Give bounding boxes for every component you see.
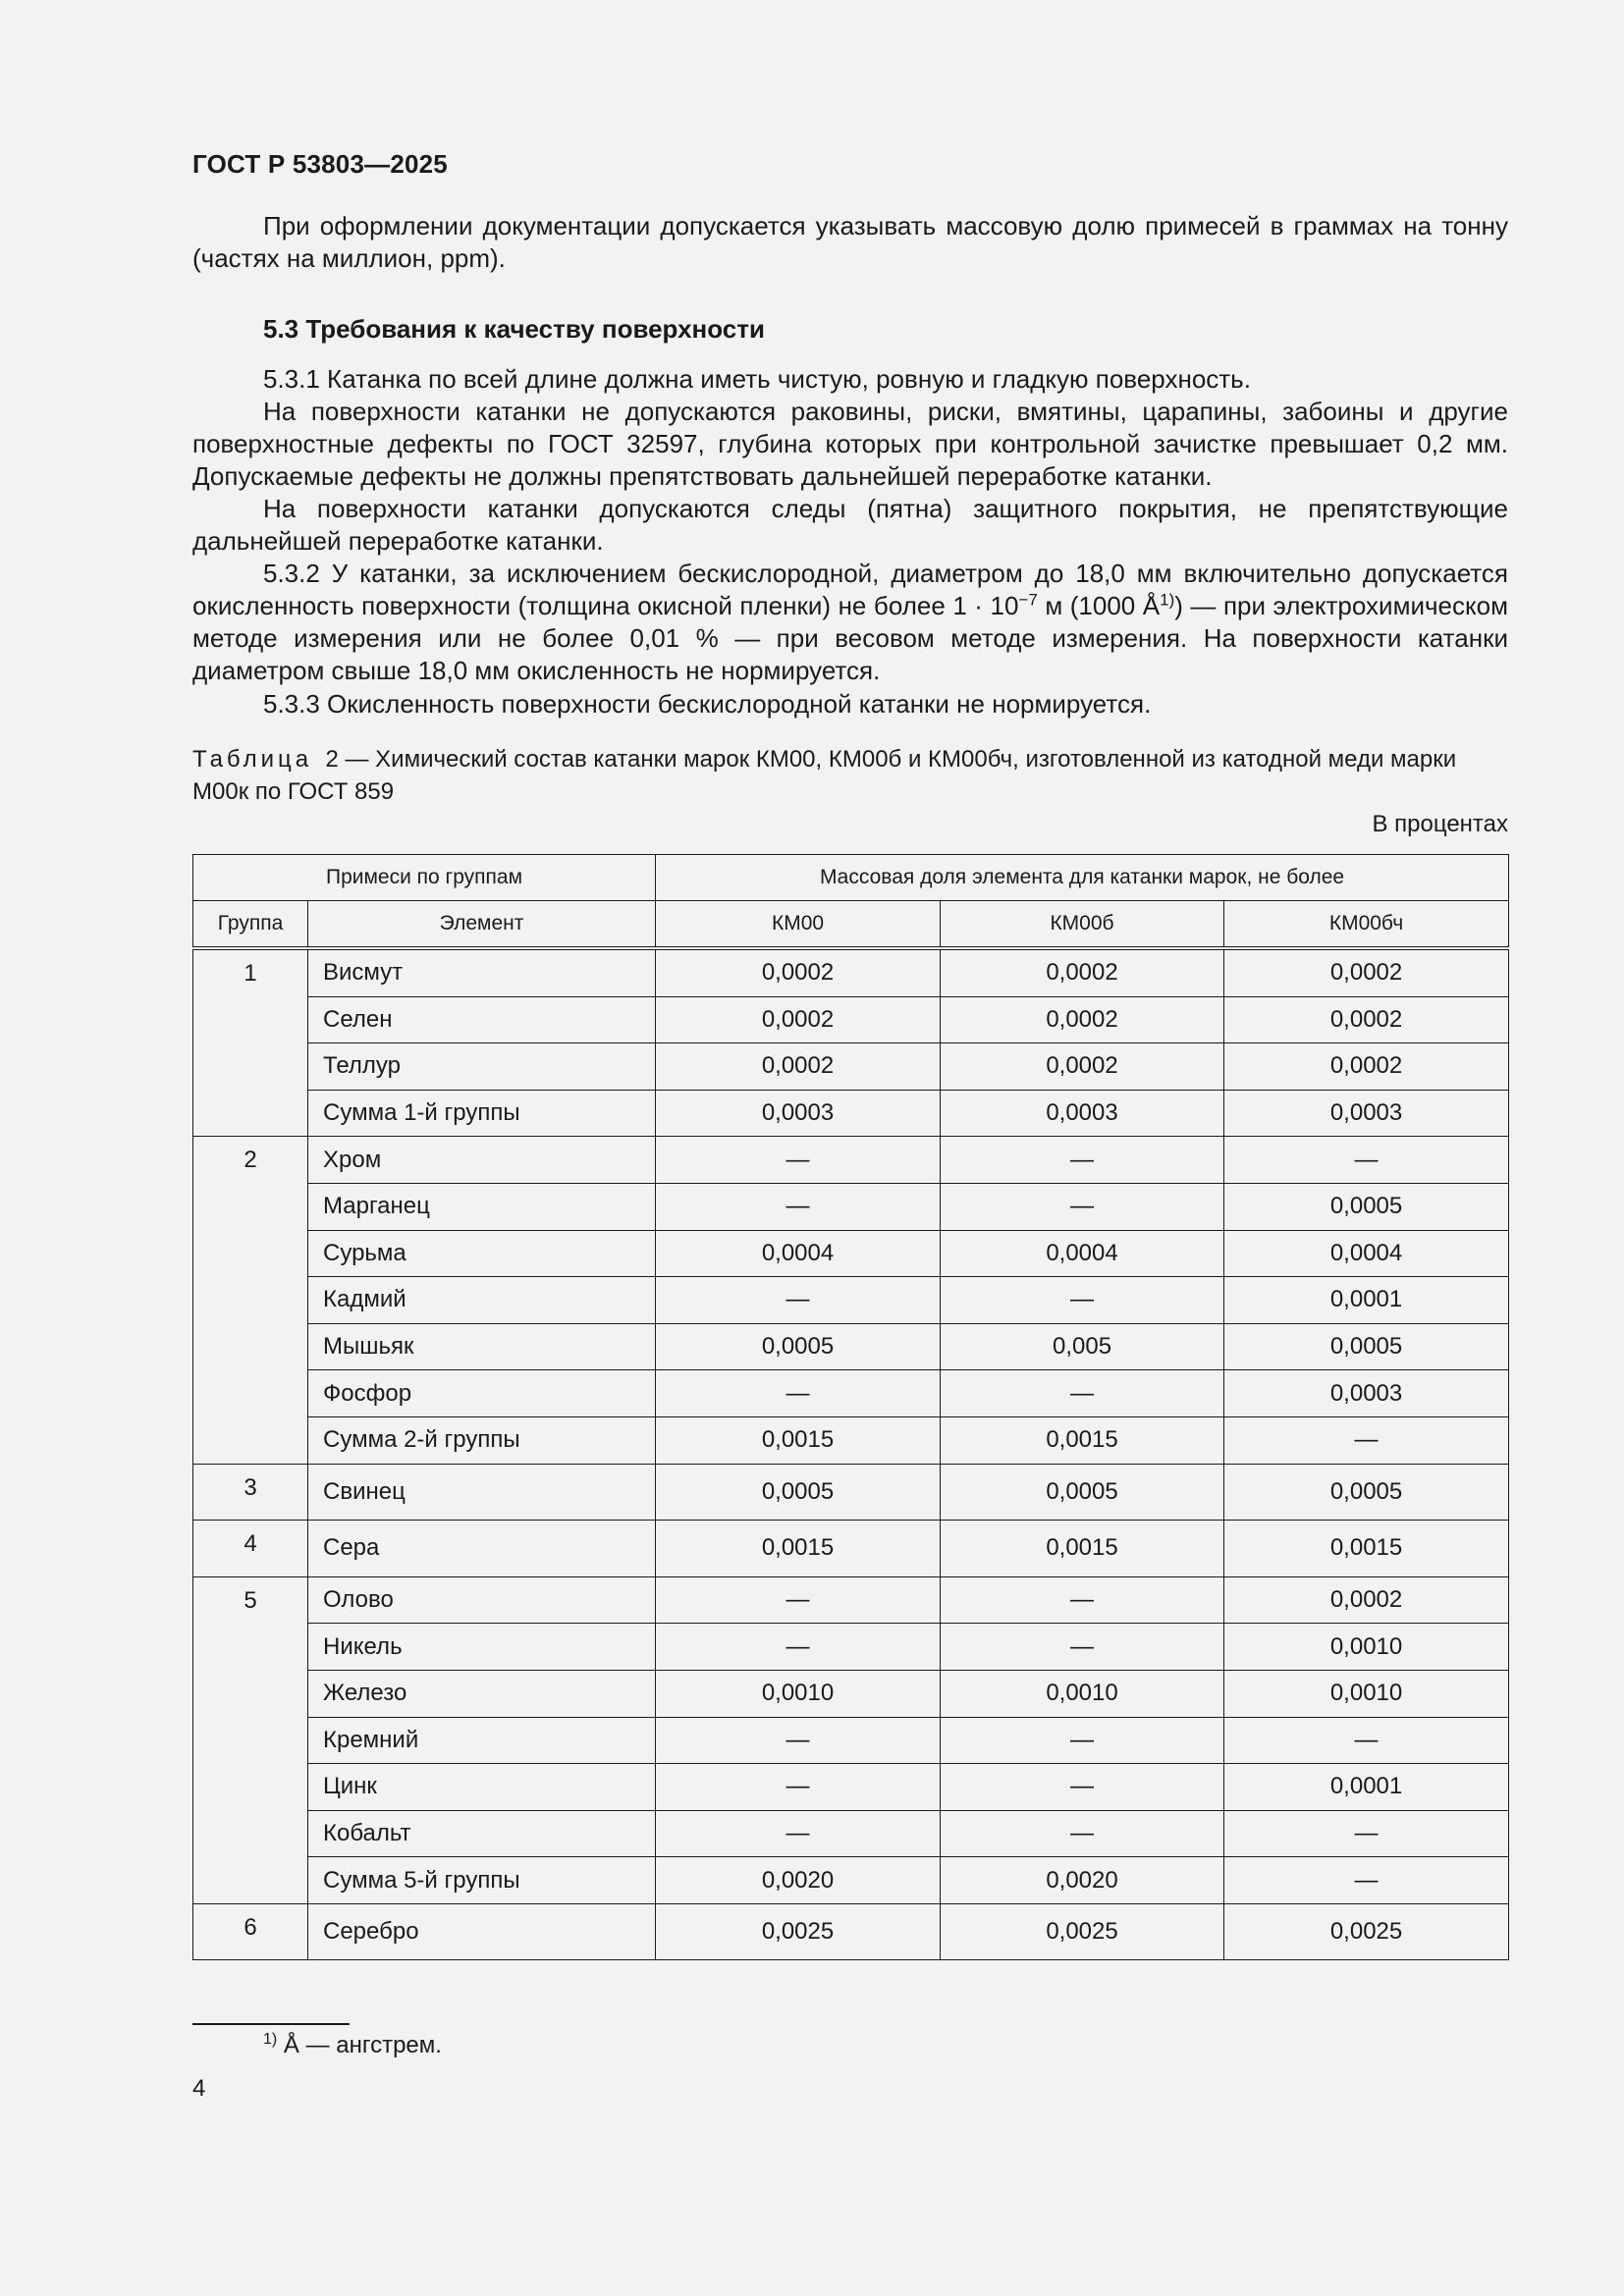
element-cell: Никель [308, 1624, 656, 1671]
km00b-value-cell: — [941, 1370, 1224, 1417]
km00bch-value-cell: — [1224, 1717, 1509, 1764]
table-row [193, 1183, 1509, 1230]
km00-value-cell: — [656, 1370, 941, 1417]
units-label: В процентах [1372, 811, 1508, 837]
km00-value-cell: — [656, 1183, 941, 1230]
km00bch-value-cell: 0,0004 [1224, 1230, 1509, 1277]
km00-value-cell: 0,0004 [656, 1230, 941, 1277]
element-cell: Сера [308, 1521, 656, 1577]
element-cell: Кадмий [308, 1277, 656, 1324]
table-row [193, 1810, 1509, 1857]
paragraph-5-3-3: 5.3.3 Окисленность поверхности бескислородной катанки не нормируется. [263, 689, 1152, 719]
km00bch-value-cell: 0,0010 [1224, 1624, 1509, 1671]
paragraph-5-3-2: 5.3.2 У катанки, за исключением бескислородной, диаметром до 18,0 мм включительно допускается окисленность поверхности (толщина окисной пленки) не более $1 \cdot 10^{-7}$ м (1000 $Å^{1)}$) — при электрохимическом методе измерения или не более 0,01 % — при весовом методе измерения. На поверхности катанки диаметром свыше 18,0 мм окисленность не нормируется. [192, 559, 1508, 685]
table-row [193, 1624, 1509, 1671]
header-impurity-groups: Примеси по группам [193, 855, 656, 901]
km00b-value-cell: 0,0004 [941, 1230, 1224, 1277]
element-cell: Кремний [308, 1717, 656, 1764]
km00-value-cell: 0,0005 [656, 1323, 941, 1370]
table-row [193, 1370, 1509, 1417]
element-cell: Сумма 1-й группы [308, 1090, 656, 1137]
km00b-value-cell: — [941, 1277, 1224, 1324]
km00bch-value-cell: — [1224, 1810, 1509, 1857]
km00b-value-cell: 0,005 [941, 1323, 1224, 1370]
km00b-value-cell: 0,0005 [941, 1464, 1224, 1521]
table-row [193, 1137, 1509, 1184]
km00-value-cell: 0,0015 [656, 1416, 941, 1464]
element-cell: Хром [308, 1137, 656, 1184]
paragraph-5-3-1: 5.3.1 Катанка по всей длине должна иметь чистую, ровную и гладкую поверхность. [263, 364, 1251, 394]
table-caption: Таблица 2 — Химический состав катанки марок КМ00, КМ00б и КМ00бч, изготовленной из катодной меди марки М00к по ГОСТ 859 [192, 746, 1457, 805]
paragraph-5-3-1-coating: На поверхности катанки допускаются следы (пятна) защитного покрытия, не препятствующие дальнейшей переработке катанки. [192, 494, 1508, 556]
table-row [193, 1277, 1509, 1324]
element-cell: Висмут [308, 948, 656, 996]
element-cell: Сумма 5-й группы [308, 1857, 656, 1904]
header-km00bch: КМ00бч [1224, 901, 1509, 949]
table-row [193, 1416, 1509, 1464]
km00b-value-cell: 0,0025 [941, 1903, 1224, 1960]
element-cell: Сурьма [308, 1230, 656, 1277]
element-cell: Мышьяк [308, 1323, 656, 1370]
km00bch-value-cell: 0,0005 [1224, 1183, 1509, 1230]
km00bch-value-cell: 0,0025 [1224, 1903, 1509, 1960]
table-body [193, 948, 1509, 1960]
table-row [193, 1576, 1509, 1624]
header-km00: КМ00 [656, 901, 941, 949]
km00bch-value-cell: 0,0003 [1224, 1370, 1509, 1417]
header-km00b: КМ00б [941, 901, 1224, 949]
element-cell: Сумма 2-й группы [308, 1416, 656, 1464]
km00b-value-cell: 0,0020 [941, 1857, 1224, 1904]
document-id: ГОСТ Р 53803—2025 [192, 149, 448, 179]
km00b-value-cell: 0,0015 [941, 1521, 1224, 1577]
table-row [193, 1230, 1509, 1277]
footnote-divider [192, 2023, 350, 2025]
paragraph-5-3-1-defects: На поверхности катанки не допускаются раковины, риски, вмятины, царапины, забоины и другие поверхностные дефекты по ГОСТ 32597, глубина которых при контрольной зачистке превышает 0,2 мм. Допускаемые дефекты не должны препятствовать дальнейшей переработке катанки. [192, 397, 1508, 491]
table-row [193, 1670, 1509, 1717]
km00-value-cell: — [656, 1576, 941, 1624]
km00-value-cell: 0,0015 [656, 1521, 941, 1577]
km00-value-cell: 0,0010 [656, 1670, 941, 1717]
table-row [193, 1521, 1509, 1577]
km00b-value-cell: — [941, 1137, 1224, 1184]
km00bch-value-cell: 0,0002 [1224, 996, 1509, 1043]
km00b-value-cell: — [941, 1810, 1224, 1857]
km00-value-cell: — [656, 1810, 941, 1857]
km00bch-value-cell: — [1224, 1137, 1509, 1184]
km00b-value-cell: — [941, 1576, 1224, 1624]
group-number-cell: 3 [193, 1464, 308, 1521]
km00b-value-cell: — [941, 1624, 1224, 1671]
group-number-cell: 5 [193, 1576, 308, 1903]
table-row [193, 1323, 1509, 1370]
header-element: Элемент [308, 901, 656, 949]
table-row [193, 1717, 1509, 1764]
element-cell: Олово [308, 1576, 656, 1624]
element-cell: Цинк [308, 1764, 656, 1811]
km00b-value-cell: 0,0002 [941, 1043, 1224, 1091]
km00bch-value-cell: 0,0005 [1224, 1464, 1509, 1521]
km00-value-cell: — [656, 1764, 941, 1811]
element-cell: Свинец [308, 1464, 656, 1521]
km00-value-cell: 0,0002 [656, 996, 941, 1043]
km00bch-value-cell: 0,0002 [1224, 1043, 1509, 1091]
km00-value-cell: 0,0025 [656, 1903, 941, 1960]
km00-value-cell: — [656, 1717, 941, 1764]
table-row [193, 1764, 1509, 1811]
chemical-composition-table [192, 854, 1509, 1960]
element-cell: Железо [308, 1670, 656, 1717]
km00-value-cell: — [656, 1137, 941, 1184]
table-row [193, 1903, 1509, 1960]
element-cell: Фосфор [308, 1370, 656, 1417]
km00-value-cell: 0,0002 [656, 1043, 941, 1091]
km00b-value-cell: 0,0010 [941, 1670, 1224, 1717]
km00bch-value-cell: — [1224, 1416, 1509, 1464]
km00bch-value-cell: — [1224, 1857, 1509, 1904]
km00-value-cell: 0,0002 [656, 948, 941, 996]
page-number: 4 [192, 2075, 206, 2102]
table-row [193, 996, 1509, 1043]
section-title: 5.3 Требования к качеству поверхности [263, 314, 765, 344]
km00bch-value-cell: 0,0010 [1224, 1670, 1509, 1717]
km00-value-cell: — [656, 1277, 941, 1324]
element-cell: Теллур [308, 1043, 656, 1091]
group-number-cell: 6 [193, 1903, 308, 1960]
table-row [193, 1090, 1509, 1137]
table-row [193, 1857, 1509, 1904]
header-mass-fraction: Массовая доля элемента для катанки марок, не более [656, 855, 1509, 901]
km00b-value-cell: 0,0015 [941, 1416, 1224, 1464]
km00-value-cell: 0,0020 [656, 1857, 941, 1904]
group-number-cell: 1 [193, 948, 308, 1137]
km00bch-value-cell: 0,0002 [1224, 948, 1509, 996]
group-number-cell: 2 [193, 1137, 308, 1464]
km00bch-value-cell: 0,0015 [1224, 1521, 1509, 1577]
km00bch-value-cell: 0,0005 [1224, 1323, 1509, 1370]
km00bch-value-cell: 0,0001 [1224, 1764, 1509, 1811]
element-cell: Серебро [308, 1903, 656, 1960]
table-row [193, 1043, 1509, 1091]
group-number-cell: 4 [193, 1521, 308, 1577]
km00bch-value-cell: 0,0001 [1224, 1277, 1509, 1324]
km00b-value-cell: 0,0003 [941, 1090, 1224, 1137]
km00-value-cell: 0,0003 [656, 1090, 941, 1137]
km00b-value-cell: — [941, 1717, 1224, 1764]
element-cell: Селен [308, 996, 656, 1043]
km00bch-value-cell: 0,0003 [1224, 1090, 1509, 1137]
table-row [193, 948, 1509, 996]
paragraph-documentation-note: При оформлении документации допускается указывать массовую долю примесей в граммах на тонну (частях на миллион, ppm). [192, 211, 1508, 273]
footnote: $^{1)}$ Å — ангстрем. [263, 2031, 442, 2058]
table-row [193, 1464, 1509, 1521]
km00-value-cell: — [656, 1624, 941, 1671]
km00b-value-cell: — [941, 1183, 1224, 1230]
km00b-value-cell: 0,0002 [941, 996, 1224, 1043]
header-group: Группа [193, 901, 308, 949]
km00-value-cell: 0,0005 [656, 1464, 941, 1521]
element-cell: Кобальт [308, 1810, 656, 1857]
km00bch-value-cell: 0,0002 [1224, 1576, 1509, 1624]
km00b-value-cell: — [941, 1764, 1224, 1811]
element-cell: Марганец [308, 1183, 656, 1230]
km00b-value-cell: 0,0002 [941, 948, 1224, 996]
